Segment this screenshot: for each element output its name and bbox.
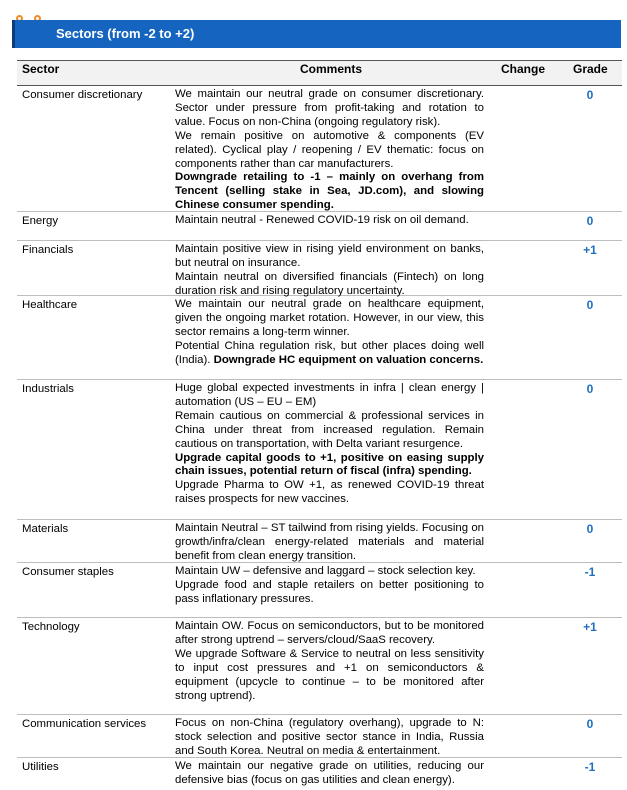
sector-name: Industrials	[22, 383, 74, 395]
grade-value: -1	[584, 760, 596, 774]
column-header-grade: Grade	[573, 62, 608, 76]
grade-value: 0	[586, 88, 594, 102]
comment-text: Maintain OW. Focus on semiconductors, but to be monitored after strong uptrend – servers/cloud/SaaS recovery.	[175, 620, 484, 646]
comment-text: Maintain Neutral – ST tailwind from rising yields. Focusing on growth/infra/clean energy-related materials and material benefit from clean energy transition.	[175, 522, 484, 562]
grade-value: +1	[583, 243, 597, 257]
grade-value: 0	[586, 298, 594, 312]
comment-text: We maintain our neutral grade on healthcare equipment, given the ongoing market rotation. However, in our view, this sector remains a long-term winner.	[175, 298, 484, 338]
sector-name: Energy	[22, 215, 59, 227]
comments-cell	[175, 214, 484, 228]
table-header	[17, 60, 622, 86]
table-row	[17, 86, 622, 212]
comment-text: Maintain positive view in rising yield environment on banks, but neutral on insurance.	[175, 243, 484, 269]
comment-text: We upgrade Software & Service to neutral on less sensitivity to input cost pressures and +1 on semiconductors & equipment (upcycle to continue – to be monitored after strong uptrend).	[175, 647, 484, 702]
table-row	[17, 380, 622, 520]
grade-value: +1	[583, 620, 597, 634]
table-row	[17, 520, 622, 563]
grade-value: 0	[586, 522, 594, 536]
sector-name: Consumer discretionary	[22, 89, 143, 101]
sector-name: Technology	[22, 621, 80, 633]
comments-cell	[175, 760, 484, 788]
table-row	[17, 241, 622, 296]
sectors-table	[17, 60, 622, 788]
comments-cell	[175, 620, 484, 703]
sector-name: Healthcare	[22, 299, 78, 311]
column-header-comments: Comments	[300, 62, 363, 76]
table-row	[17, 296, 622, 380]
table-row	[17, 715, 622, 758]
comment-text: Upgrade food and staple retailers on better positioning to pass inflationary pressures.	[175, 578, 484, 605]
comments-cell	[175, 243, 484, 299]
sector-name: Consumer staples	[22, 566, 114, 578]
table-row	[17, 563, 622, 618]
banner-accent	[12, 20, 15, 48]
page-title: Sectors (from -2 to +2)	[56, 26, 195, 41]
comments-cell	[175, 88, 484, 213]
comment-text: We maintain our neutral grade on consumer discretionary. Sector under pressure from profit-taking and rotation to value. Focus on non-China (ongoing regulatory risk).	[175, 88, 484, 128]
grade-value: 0	[586, 214, 594, 228]
comment-emphasis: Upgrade capital goods to +1, positive on easing supply chain issues, potential return of fiscal (infra) spending.	[175, 451, 484, 478]
comment-text: Potential China regulation risk, but other places doing well (India).	[175, 339, 484, 366]
comments-cell	[175, 565, 484, 607]
comment-text: We maintain our negative grade on utilities, reducing our defensive bias (focus on gas utilities and clean energy).	[175, 760, 484, 786]
comment-text: Huge global expected investments in infra | clean energy | automation (US – EU – EM)	[175, 382, 484, 408]
comment-text: Upgrade Pharma to OW +1, as renewed COVID-19 threat raises prospects for new vaccines.	[175, 479, 484, 506]
comment-text: Maintain UW – defensive and laggard – stock selection key.	[175, 565, 476, 577]
comment-text: Focus on non-China (regulatory overhang), upgrade to N: stock selection and positive sector stance in India, Russia and South Korea. Neutral on media & entertainment.	[175, 717, 484, 757]
comments-cell	[175, 298, 484, 368]
table-row	[17, 212, 622, 241]
sector-name: Financials	[22, 244, 74, 256]
table-row	[17, 758, 622, 788]
comment-emphasis: Downgrade HC equipment on valuation concerns.	[213, 353, 484, 366]
comments-cell	[175, 382, 484, 507]
grade-value: 0	[586, 382, 594, 396]
sector-name: Materials	[22, 523, 69, 535]
grade-value: -1	[584, 565, 596, 579]
column-header-change: Change	[501, 62, 546, 76]
comment-text: We remain positive on automotive & components (EV related). Cyclical play / reopening / EV thematic: focus on components rather than car manufacturers.	[175, 129, 484, 170]
sector-name: Utilities	[22, 761, 59, 773]
comments-cell	[175, 522, 484, 564]
grade-value: 0	[586, 717, 594, 731]
comment-text: Remain cautious on commercial & professional services in China under threat from increased regulation. Remain cautious on transportation, with Delta variant resurgence.	[175, 409, 484, 450]
sector-name: Communication services	[22, 718, 147, 730]
comment-emphasis: Downgrade retailing to -1 – mainly on overhang from Tencent (selling stake in Sea, JD.com), and slowing Chinese consumer spending.	[175, 171, 484, 212]
table-row	[17, 618, 622, 715]
comment-text: Maintain neutral - Renewed COVID-19 risk on oil demand.	[175, 214, 469, 226]
column-header-sector: Sector	[22, 62, 60, 76]
comment-text: Maintain neutral on diversified financials (Fintech) on long duration risk and rising regulatory uncertainty.	[175, 270, 484, 297]
comments-cell	[175, 717, 484, 759]
section-banner	[12, 20, 621, 48]
